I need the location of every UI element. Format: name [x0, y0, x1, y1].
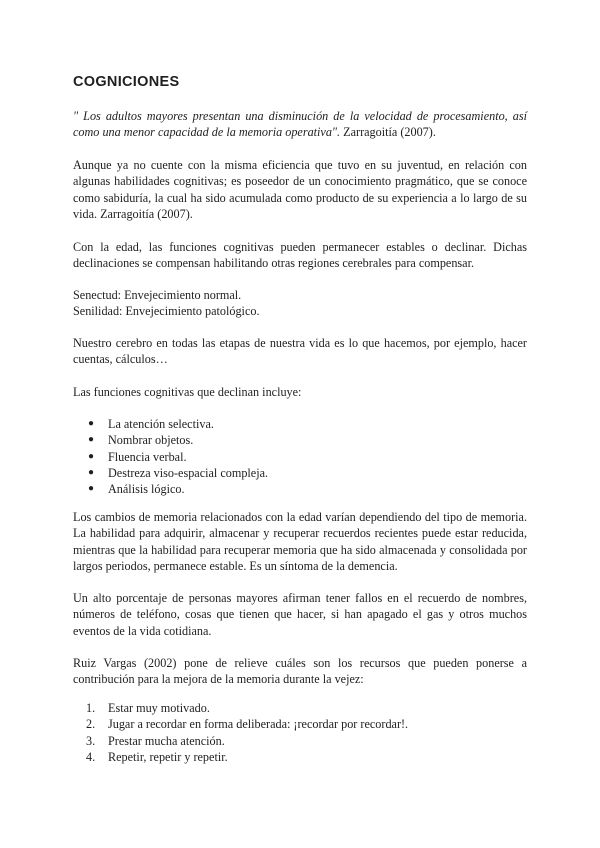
definition-senilidad: Senilidad: Envejecimiento patológico.: [73, 304, 260, 318]
paragraph-sabiduria: Aunque ya no cuente con la misma eficiencia que tuvo en su juventud, en relación con algunas habilidades cognitivas; es poseedor de un conocimiento pragmático, que se conoce como sabiduría, la cual ha sido acumulada como producto de su experiencia a lo largo de su vida. Zarragoitía (2007).: [73, 158, 527, 221]
paragraph-cerebro: Nuestro cerebro en todas las etapas de nuestra vida es lo que hacemos, por ejemplo, hacer cuentas, cálculos…: [73, 336, 527, 367]
bullet-icon: ●: [88, 483, 95, 495]
bullet-icon: ●: [88, 466, 95, 478]
quote-citation: Zarragoitía (2007).: [340, 125, 436, 140]
paragraph-declinan-intro: Las funciones cognitivas que declinan incluye:: [73, 385, 302, 399]
paragraph-ruiz-vargas: Ruiz Vargas (2002) pone de relieve cuáles son los recursos que pueden ponerse a contribución para la mejora de la memoria durante la vejez:: [73, 656, 527, 687]
bullet-icon: ●: [88, 418, 95, 429]
paragraph-memoria: Los cambios de memoria relacionados con la edad varían dependiendo del tipo de memoria. La habilidad para adquirir, almacenar y recuperar recuerdos recientes puede estar reducida, mientras que la habilidad para recuperar memoria que ha sido almacenada y consolidada por largos periodos, permanece estable. Es un síntoma de la demencia.: [73, 510, 527, 573]
quote-paragraph: [73, 108, 527, 141]
paragraph-funciones: Con la edad, las funciones cognitivas pueden permanecer estables o declinar. Dichas declinaciones se compensan habilitando otras regiones cerebrales para compensar.: [73, 240, 527, 271]
definition-senectud: Senectud: Envejecimiento normal.: [73, 288, 242, 302]
bullet-icon: ●: [88, 434, 95, 446]
quote-text: " Los adultos mayores presentan una disminución de la velocidad de procesamiento, así como una menor capacidad de la memoria operativa".: [73, 109, 527, 140]
page-title: COGNICIONES: [73, 74, 180, 90]
paragraph-fallos: Un alto porcentaje de personas mayores afirman tener fallos en el recuerdo de nombres, números de teléfono, cosas que tienen que hacer, si han apagado el gas y otros muchos eventos de la vida cotidiana.: [73, 591, 527, 638]
bullet-icon: ●: [88, 450, 95, 462]
